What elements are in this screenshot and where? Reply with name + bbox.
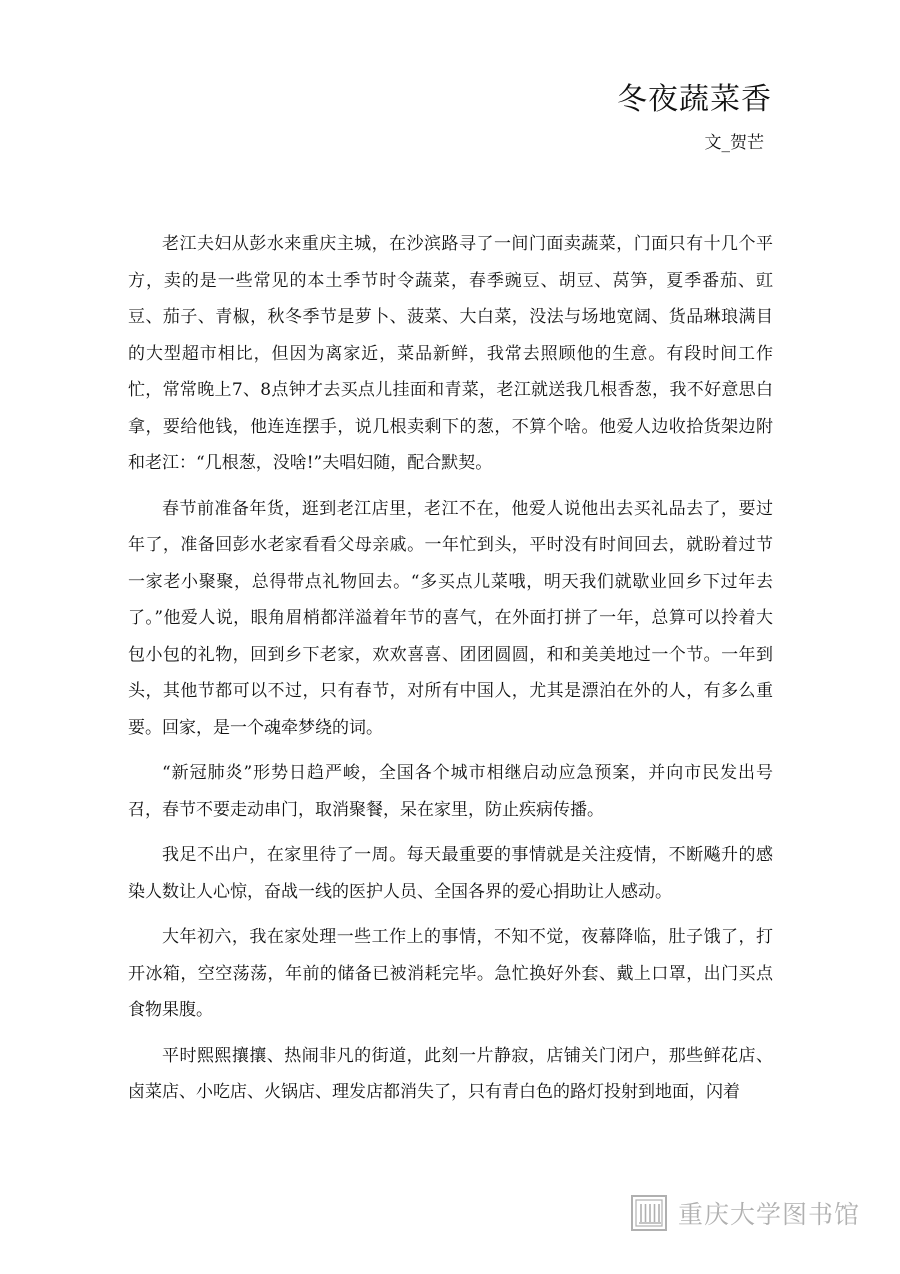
paragraph-2: 春节前准备年货，逛到老江店里，老江不在，他爱人说他出去买礼品去了，要过年了，准备回彭水老家看看父母亲戚。一年忙到头，平时没有时间回去，就盼着过节一家老小聚聚，总得带点礼物回去。“多买点儿菜哦，明天我们就歇业回乡下过年去了。”他爱人说，眼角眉梢都洋溢着年节的喜气，在外面打拼了一年，总算可以拎着大包小包的礼物，回到乡下老家，欢欢喜喜、团团圆圆，和和美美地过一个节。一年到头，其他节都可以不过，只有春节，对所有中国人，尤其是漂泊在外的人，有多么重要。回家，是一个魂牵梦绕的词。	[128, 498, 773, 738]
watermark-text: 重庆大学图书馆	[677, 1200, 860, 1229]
paragraph-5: 大年初六，我在家处理一些工作上的事情，不知不觉，夜幕降临，肚子饿了，打开冰箱，空空荡荡，年前的储备已被消耗完毕。急忙换好外套、戴上口罩，出门买点食物果腹。	[128, 927, 773, 1020]
library-logo-icon	[630, 1194, 668, 1232]
document-author: 文_贺芒	[704, 133, 764, 153]
document-title: 冬夜蔬菜香	[617, 82, 772, 117]
paragraph-6: 平时熙熙攘攘、热闹非凡的街道，此刻一片静寂，店铺关门闭户，那些鲜花店、卤菜店、小吃店、火锅店、理发店都消失了，只有青白色的路灯投射到地面，闪着	[128, 1045, 773, 1102]
paragraph-4: 我足不出户，在家里待了一周。每天最重要的事情就是关注疫情，不断飚升的感染人数让人心惊，奋战一线的医护人员、全国各界的爱心捐助让人感动。	[128, 845, 773, 902]
document-body	[128, 226, 773, 1120]
paragraph-3: “新冠肺炎”形势日趋严峻，全国各个城市相继启动应急预案，并向市民发出号召，春节不要走动串门，取消聚餐，呆在家里，防止疾病传播。	[128, 763, 773, 820]
paragraph-1: 老江夫妇从彭水来重庆主城，在沙滨路寻了一间门面卖蔬菜，门面只有十几个平方，卖的是一些常见的本土季节时令蔬菜，春季豌豆、胡豆、莴笋，夏季番茄、豇豆、茄子、青椒，秋冬季节是萝卜、菠菜、大白菜，没法与场地宽阔、货品琳琅满目的大型超市相比，但因为离家近，菜品新鲜，我常去照顾他的生意。有段时间工作忙，常常晚上7、8点钟才去买点儿挂面和青菜，老江就送我几根香葱，我不好意思白拿，要给他钱，他连连摆手，说几根卖剩下的葱，不算个啥。他爱人边收拾货架边附和老江：“几根葱，没啥!”夫唱妇随，配合默契。	[128, 234, 773, 473]
library-watermark	[630, 1194, 860, 1232]
